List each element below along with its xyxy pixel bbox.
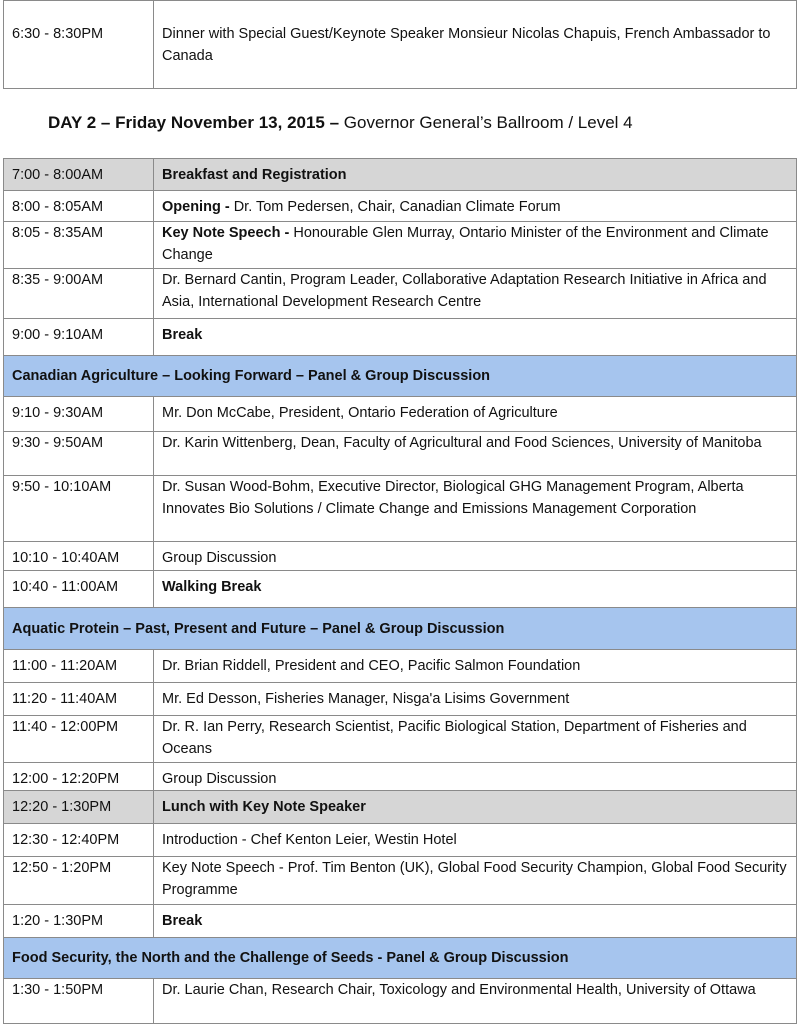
section-title: Canadian Agriculture – Looking Forward – Panel & Group Discussion (4, 356, 797, 397)
description-text: Group Discussion (162, 550, 277, 566)
day-heading-date: DAY 2 – Friday November 13, 2015 – (48, 113, 344, 132)
time-cell: 9:30 - 9:50AM (4, 432, 154, 476)
table-row (4, 222, 797, 269)
description-cell (154, 824, 797, 857)
table-row (4, 432, 797, 476)
description-bold: Break (162, 913, 203, 929)
description-text: Dr. Brian Riddell, President and CEO, Pacific Salmon Foundation (162, 658, 581, 674)
description-text: Introduction - Chef Kenton Leier, Westin Hotel (162, 832, 457, 848)
description-bold: Opening - (162, 199, 234, 215)
description-text: Dr. Tom Pedersen, Chair, Canadian Climate Forum (233, 199, 561, 215)
description-cell (154, 716, 797, 763)
description-cell (154, 979, 797, 1024)
description-text: Dr. R. Ian Perry, Research Scientist, Pacific Biological Station, Department of Fisheries and Oceans (162, 719, 747, 757)
description-bold: Walking Break (162, 579, 262, 595)
description-bold: Breakfast and Registration (162, 167, 347, 183)
description-cell (154, 319, 797, 356)
description-cell (154, 542, 797, 571)
description-cell (154, 650, 797, 683)
description-cell (154, 432, 797, 476)
day-heading-location: Governor General’s Ballroom / Level 4 (343, 113, 633, 132)
time-cell: 12:20 - 1:30PM (4, 791, 154, 824)
description-text: Dr. Bernard Cantin, Program Leader, Collaborative Adaptation Research Initiative in Africa and Asia, International Development Research Centre (162, 272, 767, 310)
description-cell (154, 191, 797, 222)
table-row (4, 397, 797, 432)
description-cell (154, 683, 797, 716)
section-title: Aquatic Protein – Past, Present and Future – Panel & Group Discussion (4, 608, 797, 650)
description-text: Dr. Karin Wittenberg, Dean, Faculty of Agricultural and Food Sciences, University of Manitoba (162, 435, 762, 451)
time-cell: 8:05 - 8:35AM (4, 222, 154, 269)
description-text: Dr. Laurie Chan, Research Chair, Toxicology and Environmental Health, University of Ottawa (162, 982, 756, 998)
description-text: Mr. Ed Desson, Fisheries Manager, Nisga'a Lisims Government (162, 691, 570, 707)
time-cell: 8:00 - 8:05AM (4, 191, 154, 222)
table-row (4, 571, 797, 608)
section-title: Food Security, the North and the Challenge of Seeds - Panel & Group Discussion (4, 938, 797, 979)
description-text: Honourable Glen Murray, Ontario Minister of the Environment and Climate Change (162, 225, 769, 263)
description-text: Key Note Speech - Prof. Tim Benton (UK), Global Food Security Champion, Global Food Security Programme (162, 860, 787, 898)
section-header-row (4, 608, 797, 650)
time-cell: 1:30 - 1:50PM (4, 979, 154, 1024)
day2-schedule-table (3, 158, 797, 1024)
time-cell: 9:00 - 9:10AM (4, 319, 154, 356)
time-cell: 1:20 - 1:30PM (4, 905, 154, 938)
table-row (4, 319, 797, 356)
time-cell: 10:10 - 10:40AM (4, 542, 154, 571)
description-cell (154, 791, 797, 824)
table-row (4, 1, 797, 89)
time-cell: 11:20 - 11:40AM (4, 683, 154, 716)
time-cell: 8:35 - 9:00AM (4, 269, 154, 319)
description-cell (154, 159, 797, 191)
description-text: Dr. Susan Wood-Bohm, Executive Director, Biological GHG Management Program, Alberta Innovates Bio Solutions / Climate Change and Emissions Management Corporation (162, 479, 744, 517)
table-row (4, 824, 797, 857)
time-cell: 12:30 - 12:40PM (4, 824, 154, 857)
description-cell (154, 857, 797, 905)
table-row (4, 683, 797, 716)
table-row (4, 191, 797, 222)
table-row (4, 476, 797, 542)
description-cell (154, 763, 797, 791)
description-text: Group Discussion (162, 771, 277, 787)
table-row (4, 979, 797, 1024)
highlighted-row (4, 159, 797, 191)
description-bold: Key Note Speech - (162, 225, 294, 241)
description-text: Mr. Don McCabe, President, Ontario Federation of Agriculture (162, 405, 558, 421)
highlighted-row (4, 791, 797, 824)
table-row (4, 905, 797, 938)
description-bold: Break (162, 327, 203, 343)
table-row (4, 857, 797, 905)
description-cell (154, 222, 797, 269)
time-cell: 10:40 - 11:00AM (4, 571, 154, 608)
table-row (4, 269, 797, 319)
time-cell: 12:00 - 12:20PM (4, 763, 154, 791)
table-row (4, 763, 797, 791)
description-cell (154, 905, 797, 938)
description-cell (154, 571, 797, 608)
description-cell (154, 269, 797, 319)
description-cell (154, 397, 797, 432)
description-bold: Lunch with Key Note Speaker (162, 799, 366, 815)
table-row (4, 716, 797, 763)
table-row (4, 650, 797, 683)
day1-schedule-table-tail (3, 0, 797, 89)
section-header-row (4, 938, 797, 979)
description-cell (154, 476, 797, 542)
time-cell: 12:50 - 1:20PM (4, 857, 154, 905)
section-header-row (4, 356, 797, 397)
time-cell: 11:00 - 11:20AM (4, 650, 154, 683)
time-cell: 7:00 - 8:00AM (4, 159, 154, 191)
time-cell: 9:10 - 9:30AM (4, 397, 154, 432)
time-cell: 9:50 - 10:10AM (4, 476, 154, 542)
time-cell: 11:40 - 12:00PM (4, 716, 154, 763)
description-cell: Dinner with Special Guest/Keynote Speaker Monsieur Nicolas Chapuis, French Ambassador to Canada (154, 1, 797, 89)
table-row (4, 542, 797, 571)
day-heading (48, 113, 633, 133)
time-cell: 6:30 - 8:30PM (4, 1, 154, 89)
